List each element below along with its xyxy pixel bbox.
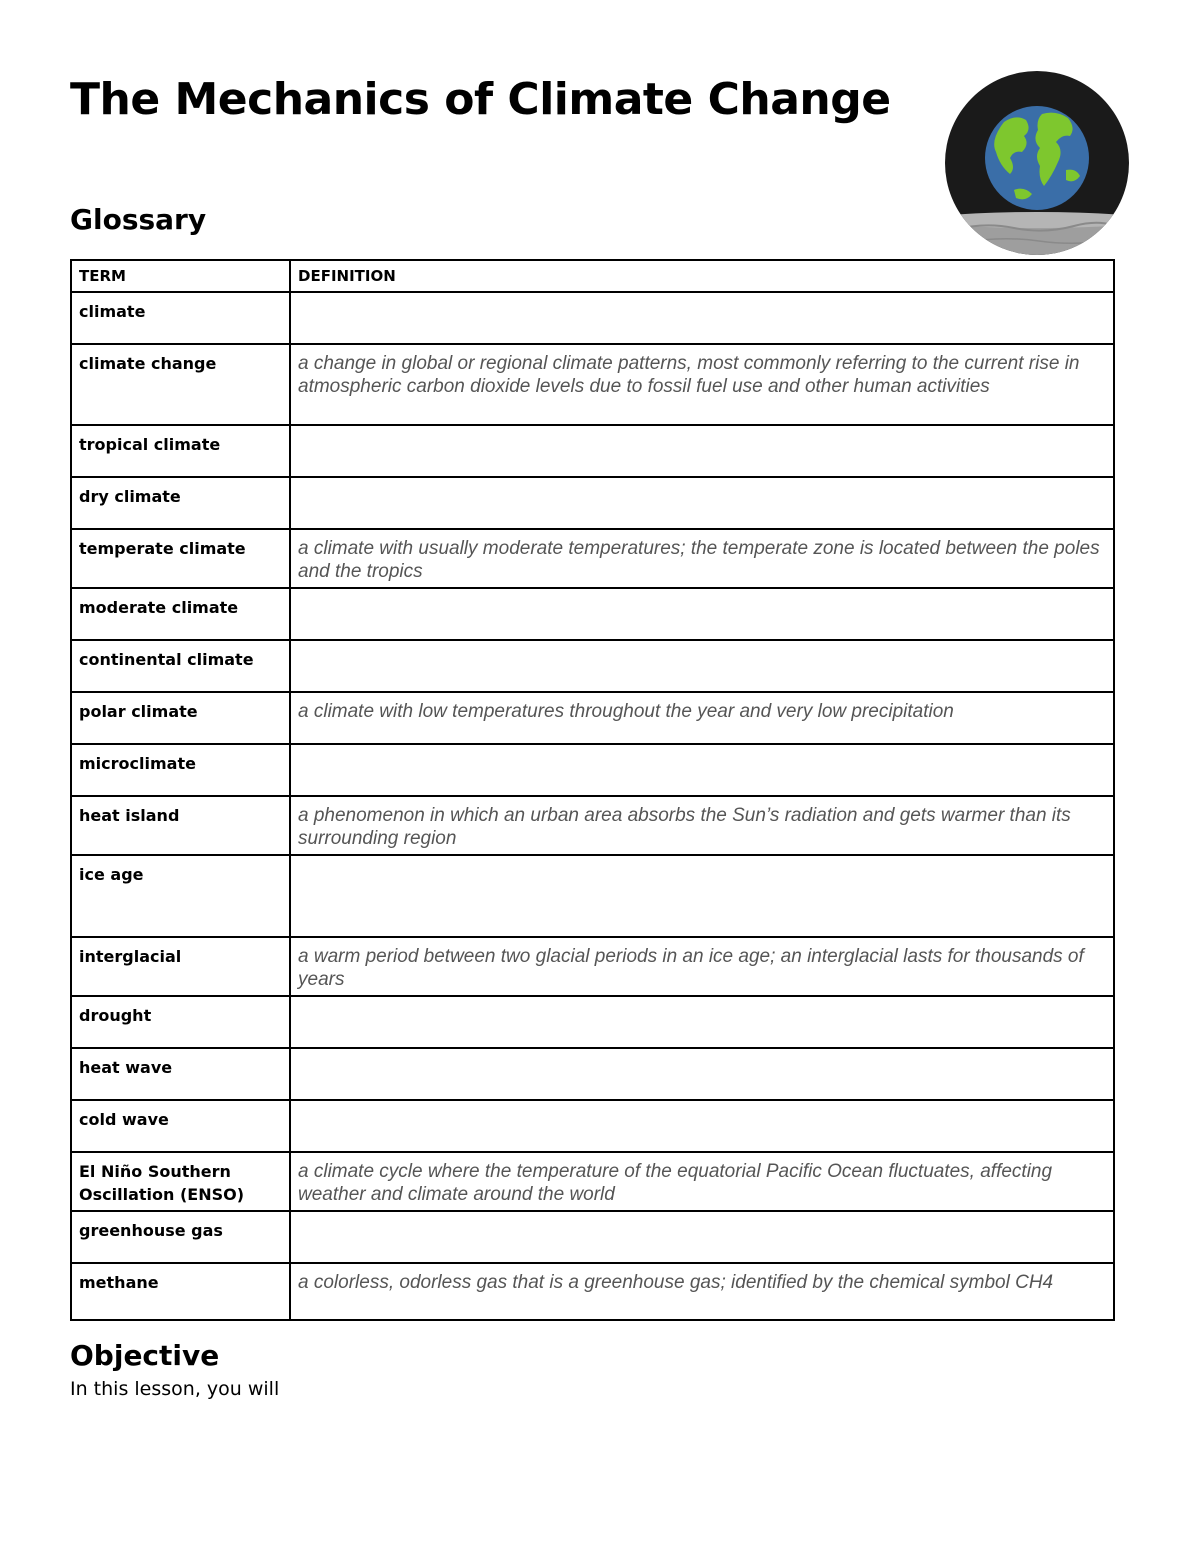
term-cell: temperate climate <box>71 529 290 588</box>
table-row <box>71 937 1114 996</box>
definition-cell[interactable] <box>290 744 1114 796</box>
definition-cell[interactable] <box>290 588 1114 640</box>
definition-cell: a change in global or regional climate patterns, most commonly referring to the current rise in atmospheric carbon dioxide levels due to fossil fuel use and other human activities <box>290 344 1114 425</box>
term-cell: heat island <box>71 796 290 855</box>
term-cell: El Niño Southern Oscillation (ENSO) <box>71 1152 290 1211</box>
table-row <box>71 796 1114 855</box>
term-cell: interglacial <box>71 937 290 996</box>
definition-cell[interactable] <box>290 855 1114 937</box>
table-row <box>71 692 1114 744</box>
term-cell: ice age <box>71 855 290 937</box>
definition-cell: a climate cycle where the temperature of the equatorial Pacific Ocean fluctuates, affecting weather and climate around the world <box>290 1152 1114 1211</box>
term-cell: drought <box>71 996 290 1048</box>
table-row <box>71 344 1114 425</box>
table-row <box>71 640 1114 692</box>
term-cell: tropical climate <box>71 425 290 477</box>
definition-cell[interactable] <box>290 477 1114 529</box>
term-cell: polar climate <box>71 692 290 744</box>
term-cell: climate <box>71 292 290 344</box>
definition-cell: a phenomenon in which an urban area absorbs the Sun’s radiation and gets warmer than its surrounding region <box>290 796 1114 855</box>
term-cell: dry climate <box>71 477 290 529</box>
table-row <box>71 529 1114 588</box>
term-cell: climate change <box>71 344 290 425</box>
objective-heading: Objective <box>70 1339 220 1372</box>
table-row <box>71 477 1114 529</box>
definition-cell[interactable] <box>290 996 1114 1048</box>
table-header-row <box>71 260 1114 292</box>
table-row <box>71 1100 1114 1152</box>
glossary-table <box>70 259 1115 1321</box>
term-cell: greenhouse gas <box>71 1211 290 1263</box>
earth-globe-icon <box>944 70 1130 256</box>
term-column-header: TERM <box>71 260 290 292</box>
term-cell: continental climate <box>71 640 290 692</box>
definition-cell[interactable] <box>290 1048 1114 1100</box>
table-row <box>71 588 1114 640</box>
definition-cell: a climate with usually moderate temperatures; the temperate zone is located between the poles and the tropics <box>290 529 1114 588</box>
table-row <box>71 1152 1114 1211</box>
definition-cell: a climate with low temperatures throughout the year and very low precipitation <box>290 692 1114 744</box>
table-row <box>71 744 1114 796</box>
definition-cell[interactable] <box>290 425 1114 477</box>
table-row <box>71 855 1114 937</box>
table-row <box>71 425 1114 477</box>
objective-intro: In this lesson, you will <box>70 1378 280 1400</box>
term-cell: heat wave <box>71 1048 290 1100</box>
definition-cell[interactable] <box>290 292 1114 344</box>
table-row <box>71 1263 1114 1320</box>
glossary-heading: Glossary <box>70 203 207 236</box>
table-row <box>71 1211 1114 1263</box>
term-cell: methane <box>71 1263 290 1320</box>
definition-column-header: DEFINITION <box>290 260 1114 292</box>
table-row <box>71 1048 1114 1100</box>
definition-cell[interactable] <box>290 1211 1114 1263</box>
table-row <box>71 996 1114 1048</box>
term-cell: moderate climate <box>71 588 290 640</box>
definition-cell[interactable] <box>290 1100 1114 1152</box>
definition-cell: a warm period between two glacial periods in an ice age; an interglacial lasts for thousands of years <box>290 937 1114 996</box>
definition-cell[interactable] <box>290 640 1114 692</box>
definition-cell: a colorless, odorless gas that is a greenhouse gas; identified by the chemical symbol CH4 <box>290 1263 1114 1320</box>
table-row <box>71 292 1114 344</box>
term-cell: cold wave <box>71 1100 290 1152</box>
page-title: The Mechanics of Climate Change <box>70 74 891 125</box>
term-cell: microclimate <box>71 744 290 796</box>
